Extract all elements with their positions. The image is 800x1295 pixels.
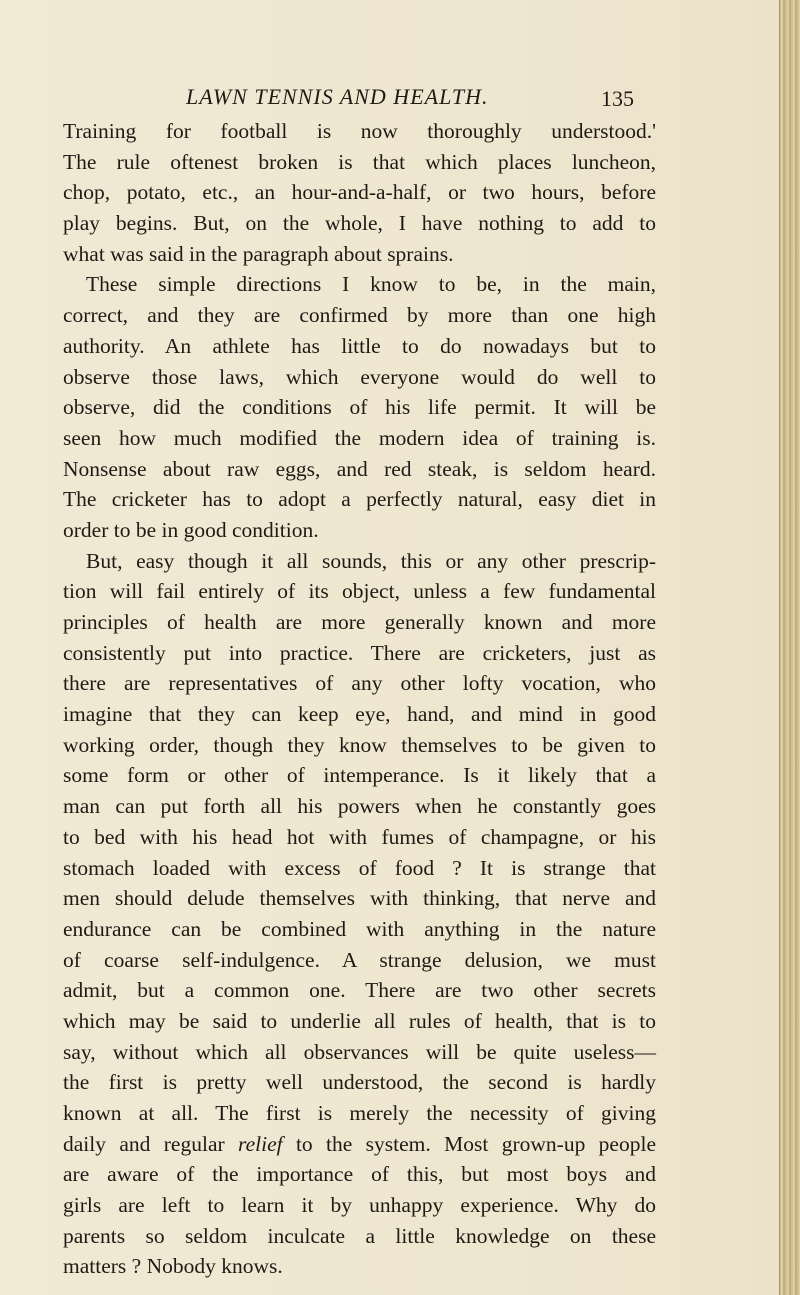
text-line: tion will fail entirely of its object, unless a few fundamental: [63, 579, 656, 604]
text-line: The rule oftenest broken is that which places luncheon,: [63, 149, 656, 174]
text-line: what was said in the paragraph about sprains.: [63, 241, 454, 266]
text-line: some form or other of intemperance. Is it likely that a: [63, 763, 656, 788]
text-line: endurance can be combined with anything in the nature: [63, 916, 656, 941]
text-line: working order, though they know themselves to be given to: [63, 732, 656, 757]
text-line: parents so seldom inculcate a little knowledge on these: [63, 1223, 656, 1248]
text-line: observe those laws, which everyone would do well to: [63, 364, 656, 389]
italic-word: relief: [238, 1131, 283, 1156]
text-line: consistently put into practice. There are cricketers, just as: [63, 640, 656, 665]
text-line: the first is pretty well understood, the second is hardly: [63, 1070, 656, 1095]
page-number: 135: [601, 86, 634, 111]
text-line: imagine that they can keep eye, hand, and mind in good: [63, 702, 656, 727]
text-line: daily and regular relief to the system. Most grown-up people: [63, 1131, 656, 1156]
text-line: Training for football is now thoroughly understood.': [63, 119, 656, 143]
text-line: seen how much modified the modern idea of training is.: [63, 425, 656, 450]
body-text: [63, 116, 656, 1282]
text-line: matters ? Nobody knows.: [63, 1254, 283, 1279]
text-line: admit, but a common one. There are two other secrets: [63, 978, 656, 1003]
text-line: girls are left to learn it by unhappy experience. Why do: [63, 1193, 656, 1218]
text-line: principles of health are more generally known and more: [63, 610, 656, 634]
text-line: stomach loaded with excess of food ? It is strange that: [63, 855, 656, 880]
running-header: LAWN TENNIS AND HEALTH.: [186, 84, 489, 109]
text-line: authority. An athlete has little to do nowadays but to: [63, 333, 656, 358]
text-line: known at all. The first is merely the necessity of giving: [63, 1101, 656, 1125]
text-line: These simple directions I know to be, in the main,: [86, 272, 656, 297]
text-line: there are representatives of any other lofty vocation, who: [63, 671, 656, 696]
text-line: Nonsense about raw eggs, and red steak, is seldom heard.: [63, 456, 656, 481]
text-line: of coarse self-indulgence. A strange delusion, we must: [63, 947, 656, 972]
text-line: to bed with his head hot with fumes of champagne, or his: [63, 824, 656, 849]
text-line: man can put forth all his powers when he constantly goes: [63, 794, 656, 819]
text-line: are aware of the importance of this, but most boys and: [63, 1162, 656, 1187]
book-binding-edge: [779, 0, 800, 1295]
text-line: men should delude themselves with thinking, that nerve and: [63, 886, 656, 911]
text-line: chop, potato, etc., an hour-and-a-half, or two hours, before: [63, 180, 656, 205]
text-line: observe, did the conditions of his life permit. It will be: [63, 395, 656, 420]
text-line: But, easy though it all sounds, this or any other prescrip-: [86, 548, 656, 573]
text-line: The cricketer has to adopt a perfectly natural, easy diet in: [63, 487, 656, 512]
text-line: order to be in good condition.: [63, 517, 319, 542]
text-line: correct, and they are confirmed by more than one high: [63, 303, 656, 328]
text-line: say, without which all observances will be quite useless—: [63, 1039, 656, 1064]
text-line: which may be said to underlie all rules of health, that is to: [63, 1008, 656, 1033]
text-line: play begins. But, on the whole, I have nothing to add to: [63, 211, 656, 236]
